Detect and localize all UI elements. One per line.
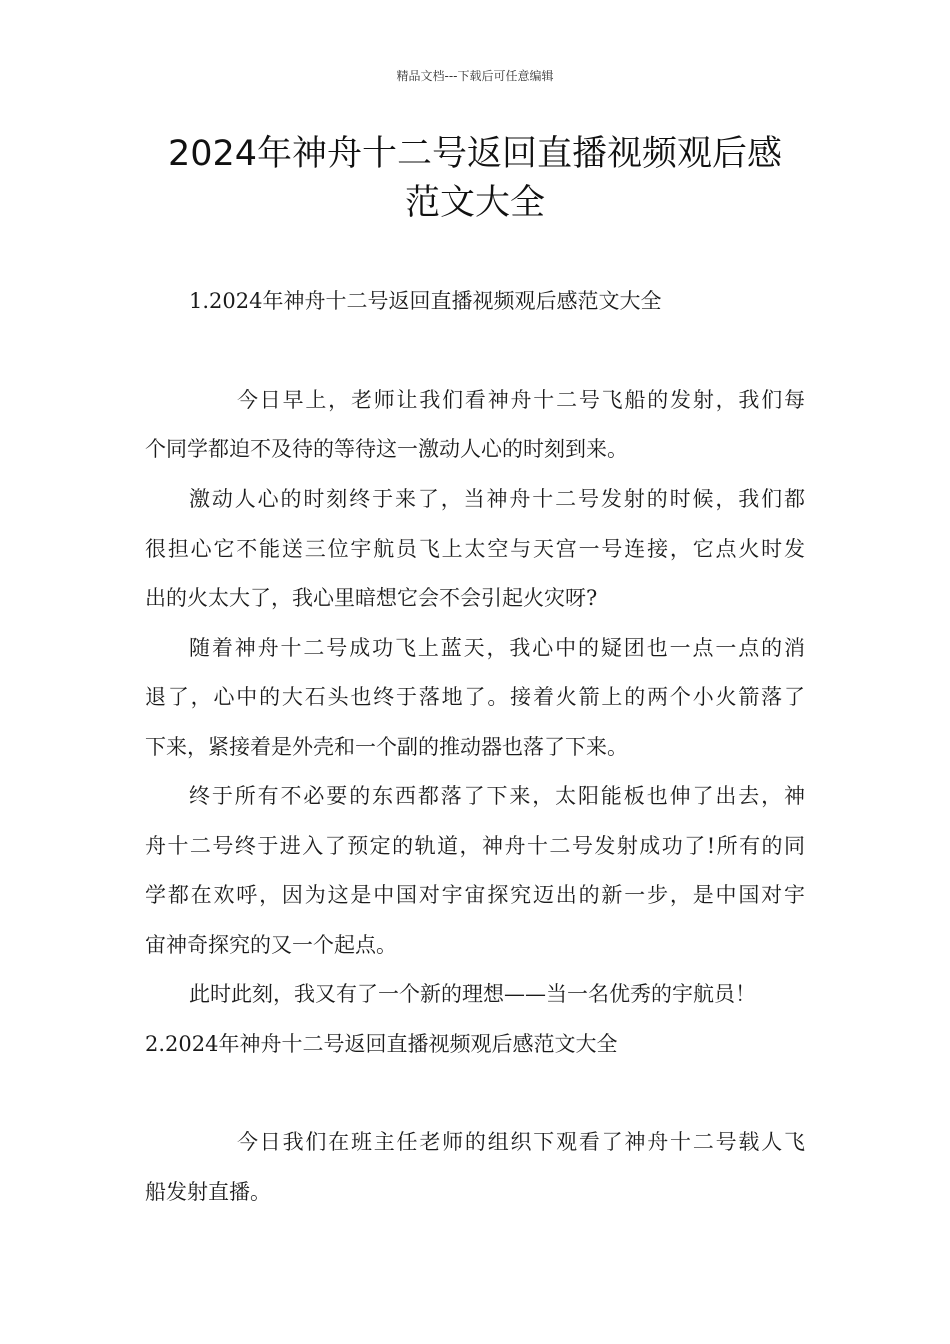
paragraph-line: 退了，心中的大石头也终于落地了。接着火箭上的两个小火箭落了 (145, 685, 805, 709)
title-line-2: 范文大全 (404, 183, 545, 223)
title-line-1: 2024年神舟十二号返回直播视频观后感 (167, 134, 783, 174)
section-heading-2: 2.2024年神舟十二号返回直播视频观后感范文大全 (145, 1032, 618, 1056)
paragraph-line: 下来，紧接着是外壳和一个副的推动器也落了下来。 (145, 735, 628, 759)
paragraph-line: 宙神奇探究的又一个起点。 (145, 933, 397, 957)
paragraph-line: 船发射直播。 (145, 1180, 271, 1204)
paragraph-line: 终于所有不必要的东西都落了下来，太阳能板也伸了出去，神 (189, 784, 805, 808)
paragraph-line: 学都在欢呼，因为这是中国对宇宙探究迈出的新一步，是中国对宇 (145, 883, 805, 907)
section-heading-1: 1.2024年神舟十二号返回直播视频观后感范文大全 (189, 289, 662, 313)
paragraph-line: 个同学都迫不及待的等待这一激动人心的时刻到来。 (145, 437, 628, 461)
paragraph-line: 今日我们在班主任老师的组织下观看了神舟十二号载人飞 (237, 1130, 805, 1154)
paragraph-line: 出的火太大了，我心里暗想它会不会引起火灾呀? (145, 586, 598, 610)
paragraph-line: 此时此刻，我又有了一个新的理想——当一名优秀的宇航员！ (189, 982, 756, 1006)
paragraph-line: 舟十二号终于进入了预定的轨道，神舟十二号发射成功了!所有的同 (145, 834, 805, 858)
document-title (140, 130, 810, 228)
page-header-note: 精品文档---下载后可任意编辑 (396, 69, 554, 83)
paragraph-line: 激动人心的时刻终于来了，当神舟十二号发射的时候，我们都 (189, 487, 805, 511)
paragraph-line: 很担心它不能送三位宇航员飞上太空与天宫一号连接，它点火时发 (145, 537, 805, 561)
paragraph-line: 今日早上，老师让我们看神舟十二号飞船的发射，我们每 (237, 388, 805, 412)
paragraph-line: 随着神舟十二号成功飞上蓝天，我心中的疑团也一点一点的消 (189, 636, 805, 660)
